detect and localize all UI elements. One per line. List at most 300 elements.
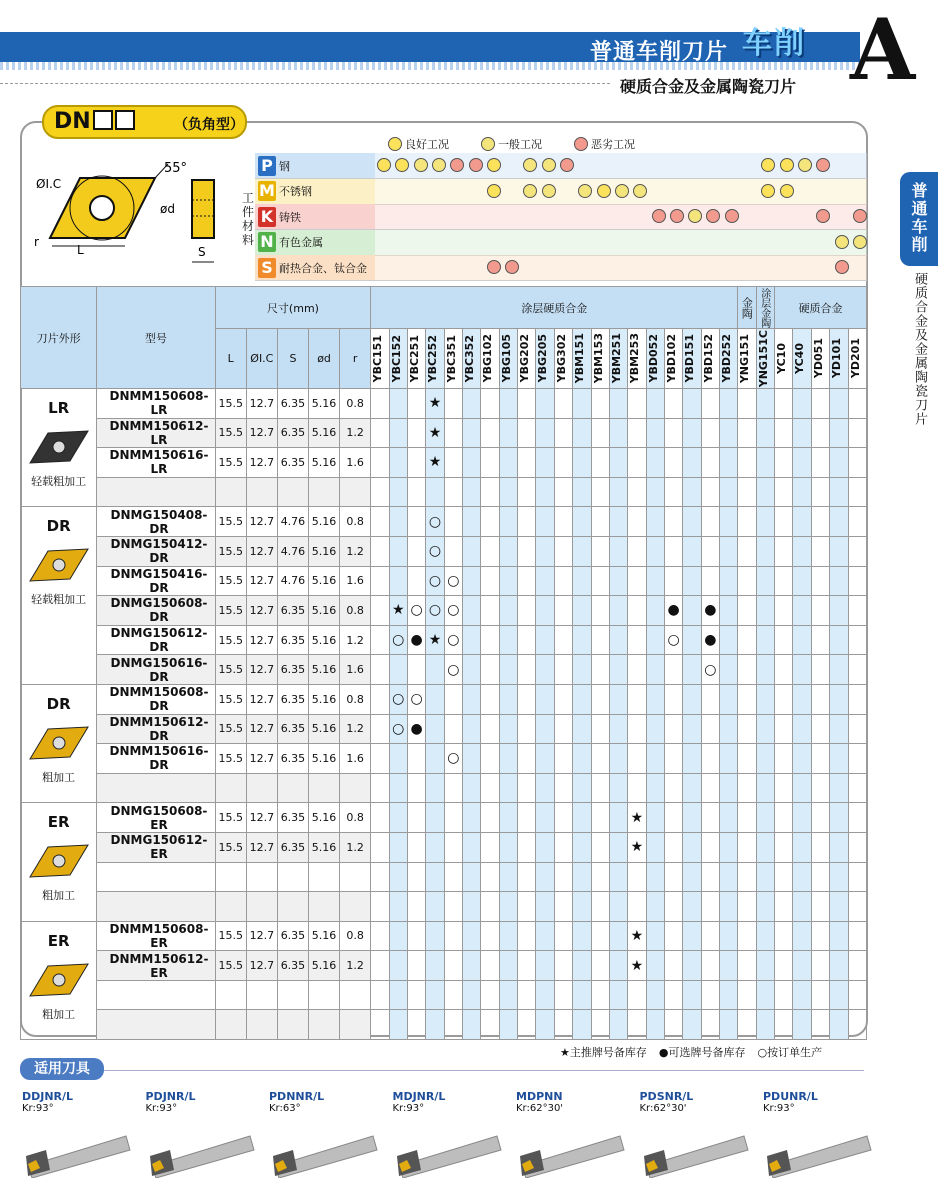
dim-cell: 6.35 bbox=[277, 803, 308, 833]
dim-cell bbox=[340, 773, 371, 803]
grade-cell bbox=[793, 684, 811, 714]
dim-cell bbox=[309, 773, 340, 803]
grade-cell bbox=[830, 1010, 848, 1040]
grade-cell bbox=[775, 951, 793, 981]
page-title: 普通车削刀片 bbox=[589, 40, 728, 65]
dim-cell bbox=[340, 892, 371, 922]
model-badge bbox=[42, 105, 247, 139]
grade-cell bbox=[628, 566, 646, 596]
grade-cell bbox=[554, 655, 572, 685]
dim-cell: 12.7 bbox=[246, 507, 277, 537]
grade-cell bbox=[499, 803, 517, 833]
grade-header: YBM151 bbox=[573, 329, 591, 389]
grade-cell bbox=[848, 448, 866, 478]
grade-header: YC10 bbox=[775, 329, 793, 389]
bad-face-icon bbox=[853, 209, 867, 223]
grade-cell bbox=[646, 744, 664, 774]
grade-cell bbox=[720, 921, 738, 951]
grade-cell bbox=[536, 744, 554, 774]
grade-cell bbox=[536, 566, 554, 596]
shape-code: ER bbox=[47, 931, 70, 950]
grade-cell bbox=[536, 448, 554, 478]
model-cell bbox=[97, 1010, 215, 1040]
grade-cell bbox=[518, 744, 536, 774]
grade-cell bbox=[536, 714, 554, 744]
grade-cell: ★ bbox=[426, 418, 444, 448]
grade-cell bbox=[738, 744, 756, 774]
footer-legend bbox=[560, 1044, 822, 1060]
grade-cell bbox=[646, 389, 664, 419]
hole-diameter-label: ød bbox=[160, 202, 175, 216]
grade-cell bbox=[756, 951, 774, 981]
grade-cell bbox=[720, 714, 738, 744]
dim-cell: 5.16 bbox=[309, 832, 340, 862]
material-band bbox=[375, 230, 867, 255]
grade-cell bbox=[389, 389, 407, 419]
grade-cell bbox=[811, 980, 829, 1010]
grade-cell bbox=[609, 507, 627, 537]
grade-cell: ★ bbox=[628, 951, 646, 981]
model-type: （负角型） bbox=[174, 117, 244, 133]
insert-image bbox=[26, 723, 92, 763]
dim-cell: 5.16 bbox=[309, 625, 340, 655]
dim-cell: 12.7 bbox=[246, 921, 277, 951]
grade-cell bbox=[775, 507, 793, 537]
side-tab[interactable]: 普通车削 bbox=[900, 172, 938, 266]
shape-code: LR bbox=[48, 399, 70, 417]
grade-cell bbox=[830, 566, 848, 596]
grade-cell bbox=[536, 477, 554, 507]
dim-cell: 6.35 bbox=[277, 655, 308, 685]
grade-cell bbox=[683, 803, 701, 833]
grade-cell bbox=[407, 448, 425, 478]
grade-cell bbox=[738, 596, 756, 626]
grade-cell bbox=[554, 951, 572, 981]
grade-cell bbox=[426, 1010, 444, 1040]
average-face-icon bbox=[615, 184, 629, 198]
grade-cell bbox=[683, 1010, 701, 1040]
grade-cell bbox=[609, 566, 627, 596]
grade-cell bbox=[793, 744, 811, 774]
grade-cell bbox=[720, 744, 738, 774]
grade-cell bbox=[536, 507, 554, 537]
grade-cell bbox=[830, 596, 848, 626]
tool-angle: Kr:93° bbox=[392, 1103, 425, 1114]
grade-cell bbox=[407, 951, 425, 981]
grp-coated: 涂层硬质合金 bbox=[371, 287, 738, 329]
average-face-icon bbox=[542, 158, 556, 172]
legend-good: 良好工况 bbox=[405, 138, 449, 151]
grade-cell: ○ bbox=[407, 596, 425, 626]
grade-cell bbox=[407, 773, 425, 803]
dim-cell: 1.6 bbox=[340, 655, 371, 685]
grade-cell bbox=[499, 1010, 517, 1040]
grade-cell bbox=[554, 507, 572, 537]
table-row bbox=[21, 892, 867, 922]
grade-cell bbox=[518, 892, 536, 922]
tool-name: MDJNR/L bbox=[392, 1090, 446, 1103]
grade-cell bbox=[775, 566, 793, 596]
grade-cell bbox=[591, 566, 609, 596]
grade-cell bbox=[664, 507, 682, 537]
grade-cell bbox=[683, 684, 701, 714]
grade-cell bbox=[646, 892, 664, 922]
grade-cell bbox=[811, 448, 829, 478]
grade-cell bbox=[811, 832, 829, 862]
grade-cell bbox=[646, 566, 664, 596]
grade-cell bbox=[481, 389, 499, 419]
grade-cell bbox=[481, 1010, 499, 1040]
dim-cell: 12.7 bbox=[246, 684, 277, 714]
grade-cell bbox=[628, 389, 646, 419]
grade-cell bbox=[775, 803, 793, 833]
grade-cell bbox=[830, 389, 848, 419]
grade-cell bbox=[591, 832, 609, 862]
grade-cell: ○ bbox=[426, 507, 444, 537]
dim-cell: 5.16 bbox=[309, 684, 340, 714]
grade-cell bbox=[481, 921, 499, 951]
grade-cell bbox=[683, 921, 701, 951]
model-cell bbox=[97, 980, 215, 1010]
grade-cell bbox=[591, 921, 609, 951]
grade-cell bbox=[499, 951, 517, 981]
grade-cell bbox=[426, 744, 444, 774]
dim-cell: 1.2 bbox=[340, 951, 371, 981]
dim-cell bbox=[246, 1010, 277, 1040]
grade-cell bbox=[389, 418, 407, 448]
col-model: 型号 bbox=[97, 287, 215, 389]
tool-name: PDJNR/L bbox=[145, 1090, 196, 1103]
grade-cell bbox=[573, 625, 591, 655]
shape-cell bbox=[21, 803, 97, 921]
bad-face-icon bbox=[670, 209, 684, 223]
tool-angle: Kr:93° bbox=[22, 1103, 54, 1114]
tool-image bbox=[146, 1116, 256, 1178]
grade-cell bbox=[554, 862, 572, 892]
dim-cell: 5.16 bbox=[309, 448, 340, 478]
dim-cell bbox=[277, 862, 308, 892]
grade-cell bbox=[499, 477, 517, 507]
average-face-icon bbox=[633, 184, 647, 198]
grade-cell bbox=[371, 655, 389, 685]
grade-cell bbox=[701, 980, 719, 1010]
dim-cell: 1.2 bbox=[340, 536, 371, 566]
dim-cell bbox=[277, 773, 308, 803]
material-letter: K bbox=[258, 207, 276, 227]
grade-cell bbox=[793, 921, 811, 951]
dim-cell: 5.16 bbox=[309, 418, 340, 448]
grade-cell: ★ bbox=[389, 596, 407, 626]
grade-cell bbox=[830, 477, 848, 507]
table-row bbox=[21, 832, 867, 862]
grade-cell bbox=[371, 832, 389, 862]
grade-cell bbox=[628, 1010, 646, 1040]
grade-cell bbox=[609, 832, 627, 862]
grade-cell bbox=[775, 1010, 793, 1040]
grade-cell bbox=[830, 832, 848, 862]
dim-cell: 12.7 bbox=[246, 951, 277, 981]
grade-header: YBD102 bbox=[664, 329, 682, 389]
grade-cell bbox=[628, 625, 646, 655]
grade-cell bbox=[646, 803, 664, 833]
grade-cell bbox=[793, 448, 811, 478]
grade-cell bbox=[591, 1010, 609, 1040]
grade-cell bbox=[463, 448, 481, 478]
dim-cell: 12.7 bbox=[246, 596, 277, 626]
grade-cell bbox=[499, 448, 517, 478]
grade-cell bbox=[848, 744, 866, 774]
grade-cell bbox=[573, 744, 591, 774]
dim-cell bbox=[215, 892, 246, 922]
grade-cell bbox=[664, 862, 682, 892]
grade-cell bbox=[664, 803, 682, 833]
grade-cell: ○ bbox=[389, 625, 407, 655]
grade-cell bbox=[848, 596, 866, 626]
table-row bbox=[21, 951, 867, 981]
grade-cell bbox=[609, 921, 627, 951]
material-label bbox=[255, 230, 375, 255]
dim-cell: 12.7 bbox=[246, 625, 277, 655]
grade-cell: ○ bbox=[444, 596, 462, 626]
grade-cell bbox=[518, 684, 536, 714]
grade-cell: ○ bbox=[444, 566, 462, 596]
dim-cell: 0.8 bbox=[340, 803, 371, 833]
dim-cell: 15.5 bbox=[215, 832, 246, 862]
grade-cell bbox=[701, 536, 719, 566]
grade-cell bbox=[536, 773, 554, 803]
grade-cell bbox=[609, 477, 627, 507]
grade-cell bbox=[609, 655, 627, 685]
grade-cell bbox=[646, 862, 664, 892]
dim-cell bbox=[309, 1010, 340, 1040]
grade-cell bbox=[426, 684, 444, 714]
grade-header: YNG151 bbox=[738, 329, 756, 389]
grade-cell bbox=[830, 921, 848, 951]
table-row bbox=[21, 596, 867, 626]
dim-cell: 0.8 bbox=[340, 507, 371, 537]
thickness-label: S bbox=[198, 245, 206, 259]
grade-cell bbox=[628, 655, 646, 685]
dim-header: ØI.C bbox=[246, 329, 277, 389]
grade-cell bbox=[518, 596, 536, 626]
grade-cell bbox=[848, 773, 866, 803]
grade-cell bbox=[683, 832, 701, 862]
table-row bbox=[21, 536, 867, 566]
grade-cell bbox=[554, 596, 572, 626]
grade-cell bbox=[591, 655, 609, 685]
table-row bbox=[21, 566, 867, 596]
grade-cell bbox=[591, 684, 609, 714]
grade-cell bbox=[720, 389, 738, 419]
dim-cell: 0.8 bbox=[340, 921, 371, 951]
material-band bbox=[375, 255, 867, 280]
grade-cell bbox=[683, 507, 701, 537]
dim-cell bbox=[340, 1010, 371, 1040]
grade-cell bbox=[646, 980, 664, 1010]
grade-cell bbox=[444, 714, 462, 744]
grade-cell bbox=[609, 596, 627, 626]
grade-cell bbox=[389, 803, 407, 833]
grade-cell bbox=[536, 389, 554, 419]
material-letter: S bbox=[258, 258, 276, 278]
category-title: 车削 bbox=[742, 26, 806, 61]
grade-cell bbox=[554, 714, 572, 744]
grade-cell bbox=[407, 803, 425, 833]
grade-cell bbox=[499, 566, 517, 596]
grade-cell bbox=[591, 892, 609, 922]
grade-cell bbox=[756, 448, 774, 478]
grade-cell bbox=[499, 832, 517, 862]
grade-cell bbox=[811, 655, 829, 685]
grade-cell bbox=[775, 655, 793, 685]
grade-cell: ★ bbox=[426, 625, 444, 655]
good-face-icon bbox=[487, 158, 501, 172]
material-grid bbox=[241, 153, 867, 281]
grade-header: YBC251 bbox=[407, 329, 425, 389]
grade-cell bbox=[609, 418, 627, 448]
grade-cell: ○ bbox=[444, 744, 462, 774]
average-face-icon bbox=[523, 184, 537, 198]
grade-cell bbox=[756, 477, 774, 507]
grade-cell bbox=[573, 921, 591, 951]
model-cell: DNMG150612-ER bbox=[97, 832, 215, 862]
grade-cell bbox=[389, 892, 407, 922]
grade-cell bbox=[407, 744, 425, 774]
model-code: DN bbox=[54, 109, 91, 134]
grade-cell: ★ bbox=[628, 921, 646, 951]
grade-cell bbox=[518, 507, 536, 537]
tool-image bbox=[516, 1116, 626, 1178]
dim-cell: 6.35 bbox=[277, 418, 308, 448]
grade-cell bbox=[481, 655, 499, 685]
grade-cell bbox=[775, 714, 793, 744]
tool-holder bbox=[763, 1090, 875, 1178]
length-label: L bbox=[77, 243, 84, 257]
grade-header: YBD151 bbox=[683, 329, 701, 389]
grade-cell bbox=[463, 566, 481, 596]
grade-cell bbox=[499, 655, 517, 685]
tool-name: MDPNN bbox=[516, 1090, 563, 1103]
grade-cell bbox=[775, 625, 793, 655]
dim-cell: 15.5 bbox=[215, 684, 246, 714]
dim-cell bbox=[277, 477, 308, 507]
grade-cell bbox=[811, 892, 829, 922]
tool-name: PDSNR/L bbox=[639, 1090, 694, 1103]
grade-cell bbox=[738, 684, 756, 714]
grade-header: YBG105 bbox=[499, 329, 517, 389]
dim-cell: 6.35 bbox=[277, 832, 308, 862]
grade-cell bbox=[573, 862, 591, 892]
grade-cell bbox=[701, 803, 719, 833]
grade-cell bbox=[775, 448, 793, 478]
grade-cell bbox=[426, 773, 444, 803]
dim-cell: 15.5 bbox=[215, 507, 246, 537]
shape-cell bbox=[21, 507, 97, 685]
grade-header: YD101 bbox=[830, 329, 848, 389]
dim-cell: 5.16 bbox=[309, 507, 340, 537]
grade-cell bbox=[554, 566, 572, 596]
shape-desc: 粗加工 bbox=[42, 770, 76, 784]
grade-cell bbox=[573, 448, 591, 478]
grade-cell bbox=[444, 951, 462, 981]
grade-cell bbox=[463, 477, 481, 507]
dim-cell: 6.35 bbox=[277, 448, 308, 478]
model-cell: DNMG150408-DR bbox=[97, 507, 215, 537]
grade-cell bbox=[628, 714, 646, 744]
grade-cell bbox=[554, 448, 572, 478]
grade-cell bbox=[444, 803, 462, 833]
grade-cell bbox=[664, 773, 682, 803]
tool-image bbox=[640, 1116, 750, 1178]
grade-header: YBC152 bbox=[389, 329, 407, 389]
grade-cell bbox=[554, 744, 572, 774]
grade-cell bbox=[573, 773, 591, 803]
grade-cell bbox=[518, 951, 536, 981]
dim-cell: 15.5 bbox=[215, 566, 246, 596]
grade-cell bbox=[720, 803, 738, 833]
grade-cell bbox=[371, 536, 389, 566]
grade-cell bbox=[683, 714, 701, 744]
average-face-icon bbox=[798, 158, 812, 172]
grade-cell bbox=[444, 448, 462, 478]
table-row bbox=[21, 803, 867, 833]
dim-cell: 0.8 bbox=[340, 389, 371, 419]
grade-cell bbox=[664, 832, 682, 862]
dim-cell: 15.5 bbox=[215, 536, 246, 566]
grade-cell bbox=[646, 1010, 664, 1040]
grade-cell bbox=[775, 773, 793, 803]
grade-cell bbox=[720, 507, 738, 537]
grade-cell bbox=[481, 566, 499, 596]
grade-cell bbox=[683, 625, 701, 655]
grade-cell bbox=[536, 596, 554, 626]
dim-cell: 0.8 bbox=[340, 684, 371, 714]
grade-cell bbox=[371, 596, 389, 626]
table-row bbox=[21, 684, 867, 714]
grade-cell bbox=[609, 980, 627, 1010]
tool-image bbox=[269, 1116, 379, 1178]
grade-cell bbox=[499, 980, 517, 1010]
grade-cell bbox=[848, 507, 866, 537]
tool-angle: Kr:93° bbox=[763, 1103, 795, 1114]
grade-cell bbox=[407, 1010, 425, 1040]
material-label bbox=[255, 153, 375, 178]
average-face-icon bbox=[688, 209, 702, 223]
dim-cell bbox=[309, 862, 340, 892]
grade-cell bbox=[554, 803, 572, 833]
table-row bbox=[21, 773, 867, 803]
dim-cell: 6.35 bbox=[277, 744, 308, 774]
grade-header: YBM153 bbox=[591, 329, 609, 389]
grade-cell bbox=[463, 951, 481, 981]
grade-cell bbox=[389, 951, 407, 981]
grade-cell: ○ bbox=[426, 536, 444, 566]
material-letter: N bbox=[258, 232, 276, 252]
table-row bbox=[21, 980, 867, 1010]
grade-cell: ○ bbox=[389, 714, 407, 744]
grade-cell bbox=[499, 389, 517, 419]
grade-header: YBG102 bbox=[481, 329, 499, 389]
grade-cell bbox=[811, 566, 829, 596]
grade-cell bbox=[407, 862, 425, 892]
grade-cell bbox=[628, 773, 646, 803]
grp-carbide: 硬质合金 bbox=[775, 287, 867, 329]
grade-cell bbox=[426, 862, 444, 892]
dim-cell: 15.5 bbox=[215, 625, 246, 655]
model-cell: DNMM150616-DR bbox=[97, 744, 215, 774]
grade-cell bbox=[848, 625, 866, 655]
dim-cell: 15.5 bbox=[215, 655, 246, 685]
